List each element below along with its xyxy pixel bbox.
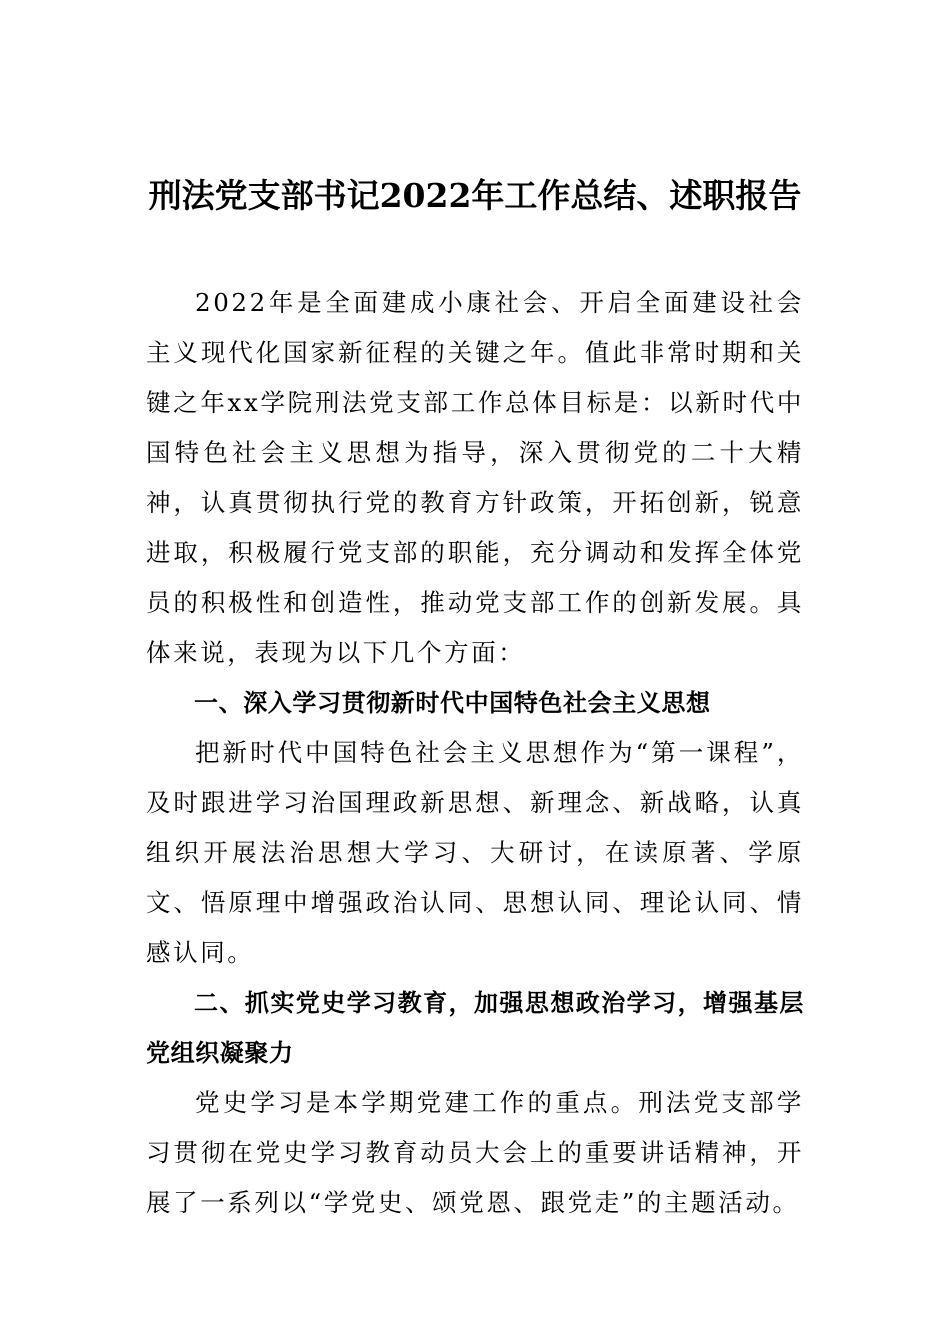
section-heading-2: 二、抓实党史学习教育，加强思想政治学习，增强基层党组织凝聚力 — [146, 989, 804, 1067]
document-title: 刑法党支部书记2022年工作总结、述职报告 — [148, 176, 802, 215]
section-2-paragraph: 党史学习是本学期党建工作的重点。刑法党支部学习贯彻在党史学习教育动员大会上的重要讲话精神，开展了一系列以“学党史、颂党恩、跟党走”的主题活动。 — [146, 1088, 804, 1217]
document-page — [146, 170, 804, 1228]
section-heading-1: 一、深入学习贯彻新时代中国特色社会主义思想 — [194, 689, 711, 717]
section-1-paragraph: 把新时代中国特色社会主义思想作为“第一课程”，及时跟进学习治国理政新思想、新理念、新战略，认真组织开展法治思想大学习、大研讨，在读原著、学原文、悟原理中增强政治认同、思想认同、理论认同、情感认同。 — [146, 738, 804, 967]
intro-paragraph: 2022年是全面建成小康社会、开启全面建设社会主义现代化国家新征程的关键之年。值此非常时期和关键之年xx学院刑法党支部工作总体目标是：以新时代中国特色社会主义思想为指导，深入贯彻党的二十大精神，认真贯彻执行党的教育方针政策，开拓创新，锐意进取，积极履行党支部的职能，充分调动和发挥全体党员的积极性和创造性，推动党支部工作的创新发展。具体来说，表现为以下几个方面： — [146, 288, 804, 667]
